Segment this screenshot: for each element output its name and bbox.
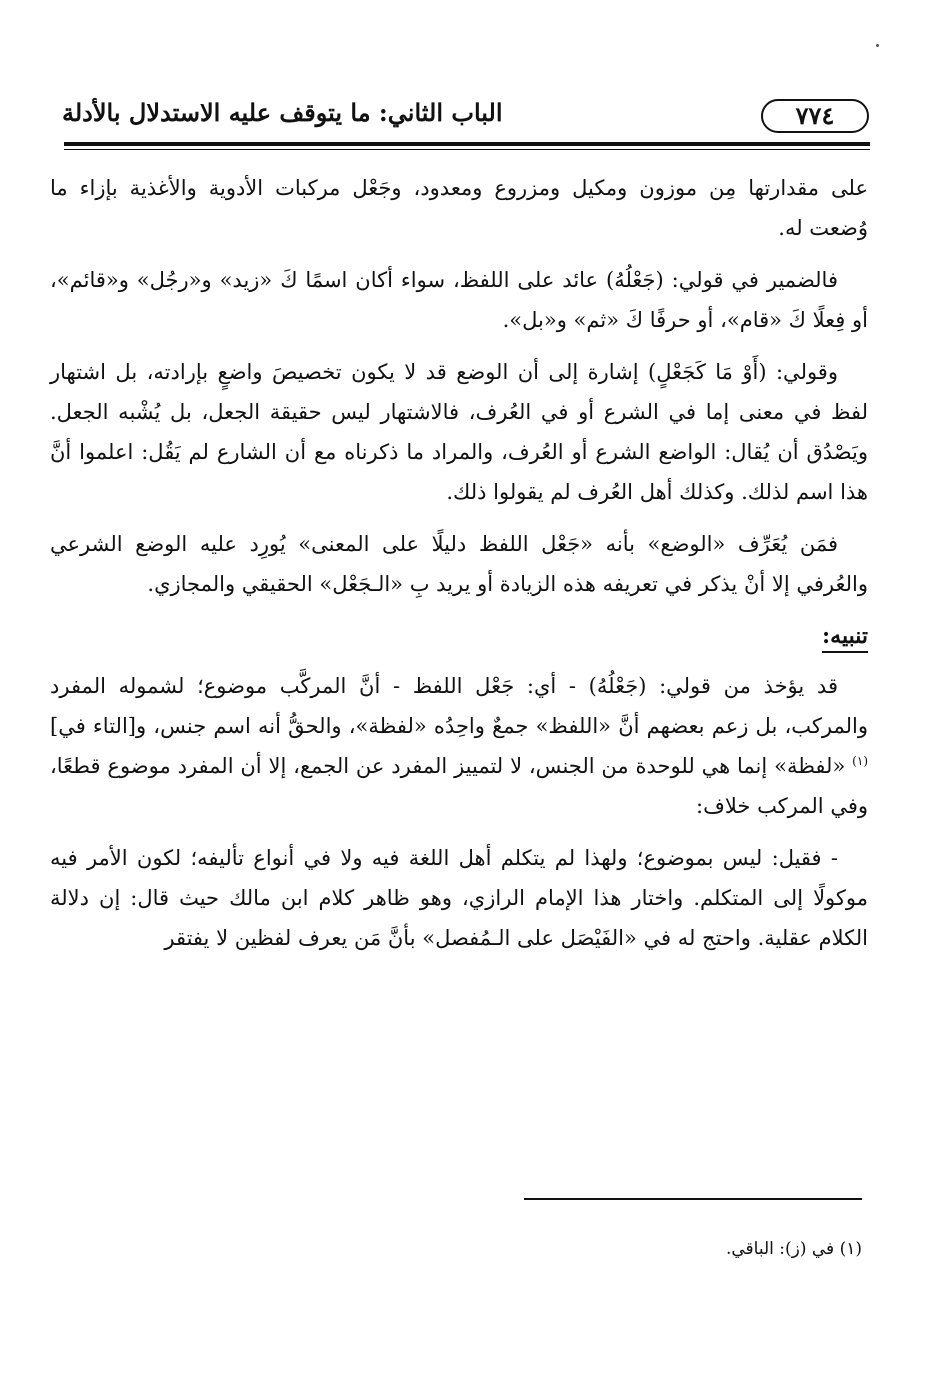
footnote-ref[interactable]: (١) — [852, 754, 868, 768]
paragraph-6: - فقيل: ليس بموضوع؛ ولهذا لم يتكلم أهل اللغة فيه ولا في أنواع تأليفه؛ لكون الأمر فيه موكولًا إلى المتكلم. واختار هذا الإمام الرازي، وهو ظاهر كلام ابن مالك حيث قال: إن دلالة الكلام عقلية. واحتج له في «الفَيْصَل على الـمُفصل» بأنَّ مَن يعرف لفظين لا يفتقر — [50, 846, 868, 950]
paragraph-4: فمَن يُعَرِّف «الوضع» بأنه «جَعْل اللفظ دليلًا على المعنى» يُورِد عليه الوضع الشرعي والعُرفي إلا أنْ يذكر في تعريفه هذه الزيادة أو يريد بِ «الـجَعْل» الحقيقي والمجازي. — [50, 532, 868, 596]
paragraph-2: فالضمير في قولي: (جَعْلُهُ) عائد على اللفظ، سواء أكان اسمًا كَ «زيد» و«رجُل» و«قائم»، أو فِعلًا كَ «قام»، أو حرفًا كَ «ثم» و«بل». — [50, 268, 868, 332]
main-text — [50, 168, 868, 970]
header-rule-thin — [64, 149, 870, 150]
paragraph-1: على مقدارتها مِن موزون ومكيل ومزروع ومعدود، وجَعْل مركبات الأدوية والأغذية بإزاء ما وُضعت له. — [50, 176, 868, 240]
paragraph-5 — [50, 666, 868, 826]
header-rule-thick — [64, 142, 870, 146]
heading-text: تنبيه: — [822, 623, 868, 653]
paragraph-5-part-1: قد يؤخذ من قولي: (جَعْلُهُ) - أي: جَعْل اللفظ - أنَّ المركَّب موضوع؛ لشموله المفرد والمركب، بل زعم بعضهم أنَّ «اللفظ» جمعٌ واحِدُه «لفظة»، والحقُّ أنه اسم جنس، و[التاء في] — [50, 674, 868, 738]
page-header — [62, 92, 870, 142]
section-heading — [50, 616, 868, 656]
scan-speck — [876, 44, 879, 47]
footnote: (١) في (ز): الباقي. — [725, 1239, 862, 1259]
page-number-badge — [760, 98, 870, 134]
paragraph-5-part-2: «لفظة» إنما هي للوحدة من الجنس، لا لتمييز المفرد عن الجمع، إلا أن المفرد موضوع قطعًا، وفي المركب خلاف: — [50, 754, 868, 818]
footnote-separator — [524, 1198, 862, 1200]
paragraph-3: وقولي: (أَوْ مَا كَجَعْلٍ) إشارة إلى أن الوضع قد لا يكون تخصيصَ واضعٍ بإرادته، بل اشتهار لفظ في معنى إما في الشرع أو في العُرف، فالاشتهار ليس حقيقة الجعل، بل يُشْبه الجعل. ويَصْدُق أن يُقال: الواضع الشرع أو العُرف، والمراد ما ذكرناه مع أن الشارع لم يَقُل: اعلموا أنَّ هذا اسم لذلك. وكذلك أهل العُرف لم يقولوا ذلك. — [50, 360, 868, 504]
page-number: ٧٧٤ — [795, 101, 835, 130]
running-title: الباب الثاني: ما يتوقف عليه الاستدلال بالأدلة — [62, 98, 503, 127]
